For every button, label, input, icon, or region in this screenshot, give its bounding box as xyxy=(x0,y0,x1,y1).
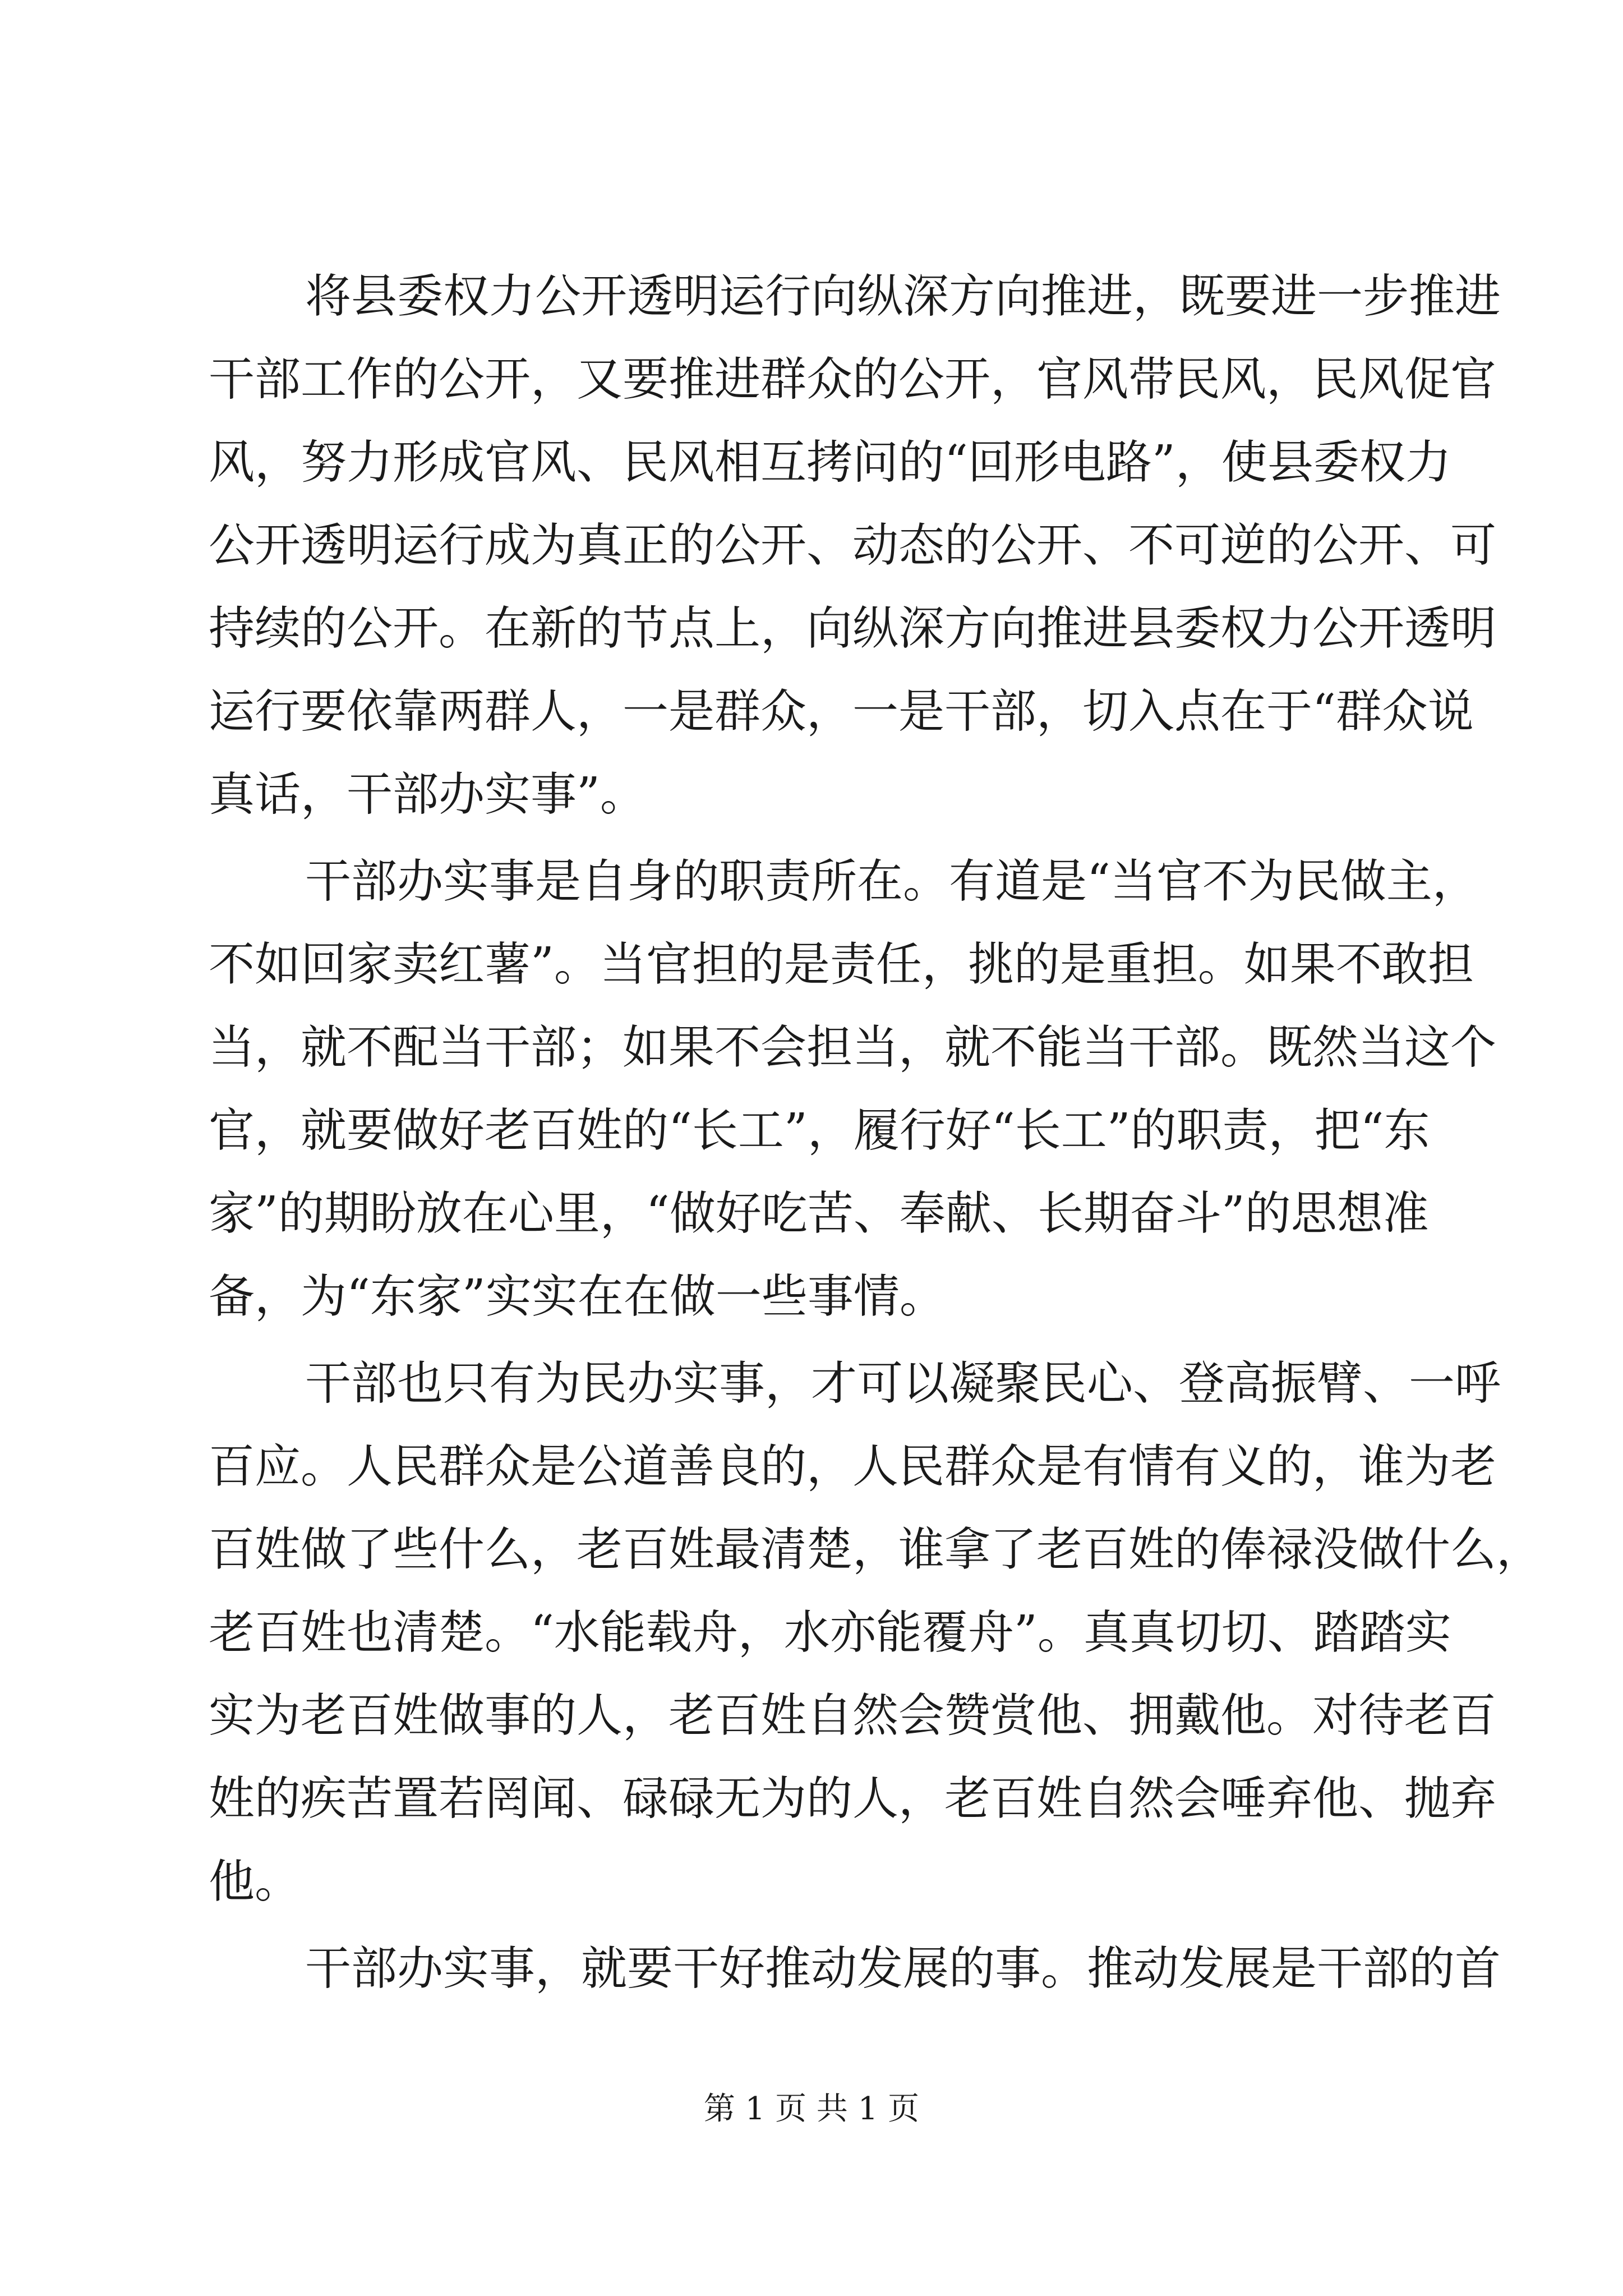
text-line: 他。 xyxy=(209,1855,301,1908)
text-line: 干部工作的公开，又要推进群众的公开，官风带民风，民风促官 xyxy=(209,353,1497,406)
text-line: 家”的期盼放在心里，“做好吃苦、奉献、长期奋斗”的思想准 xyxy=(209,1187,1429,1240)
text-line: 持续的公开。在新的节点上，向纵深方向推进县委权力公开透明 xyxy=(209,602,1497,655)
text-line: 风，努力形成官风、民风相互拷问的“回形电路”，使县委权力 xyxy=(209,436,1451,489)
text-line: 真话，干部办实事”。 xyxy=(209,768,646,821)
text-line: 备，为“东家”实实在在做一些事情。 xyxy=(209,1270,946,1323)
paragraph-gap xyxy=(209,1924,1417,1927)
text-line: 姓的疾苦置若罔闻、碌碌无为的人，老百姓自然会唾弃他、抛弃 xyxy=(209,1772,1497,1825)
document-body xyxy=(209,255,1543,2010)
paragraph xyxy=(209,840,1497,1338)
text-line: 干部办实事，就要干好推动发展的事。推动发展是干部的首 xyxy=(305,1942,1501,1995)
paragraph-gap xyxy=(209,1338,1417,1342)
paragraph xyxy=(209,1927,1501,2010)
text-line: 官，就要做好老百姓的“长工”，履行好“长工”的职责，把“东 xyxy=(209,1104,1430,1157)
text-line: 百姓做了些什么，老百姓最清楚，谁拿了老百姓的俸禄没做什么， xyxy=(209,1523,1543,1576)
text-line: 当，就不配当干部；如果不会担当，就不能当干部。既然当这个 xyxy=(209,1021,1497,1074)
page-number-footer: 第 1 页 共 1 页 xyxy=(703,2091,920,2127)
text-line: 干部也只有为民办实事，才可以凝聚民心、登高振臂、一呼 xyxy=(305,1357,1501,1410)
paragraph xyxy=(209,1342,1543,1924)
text-line: 老百姓也清楚。“水能载舟，水亦能覆舟”。真真切切、踏踏实 xyxy=(209,1606,1451,1659)
text-line: 公开透明运行成为真正的公开、动态的公开、不可逆的公开、可 xyxy=(209,519,1497,572)
text-line: 百应。人民群众是公道善良的，人民群众是有情有义的，谁为老 xyxy=(209,1440,1497,1493)
paragraph-gap xyxy=(209,836,1417,840)
text-line: 将县委权力公开透明运行向纵深方向推进，既要进一步推进 xyxy=(305,270,1501,323)
text-line: 不如回家卖红薯”。当官担的是责任，挑的是重担。如果不敢担 xyxy=(209,938,1474,991)
paragraph xyxy=(209,255,1501,836)
text-line: 干部办实事是自身的职责所在。有道是“当官不为民做主， xyxy=(305,855,1478,908)
text-line: 运行要依靠两群人，一是群众，一是干部，切入点在于“群众说 xyxy=(209,685,1474,738)
text-line: 实为老百姓做事的人，老百姓自然会赞赏他、拥戴他。对待老百 xyxy=(209,1689,1497,1742)
